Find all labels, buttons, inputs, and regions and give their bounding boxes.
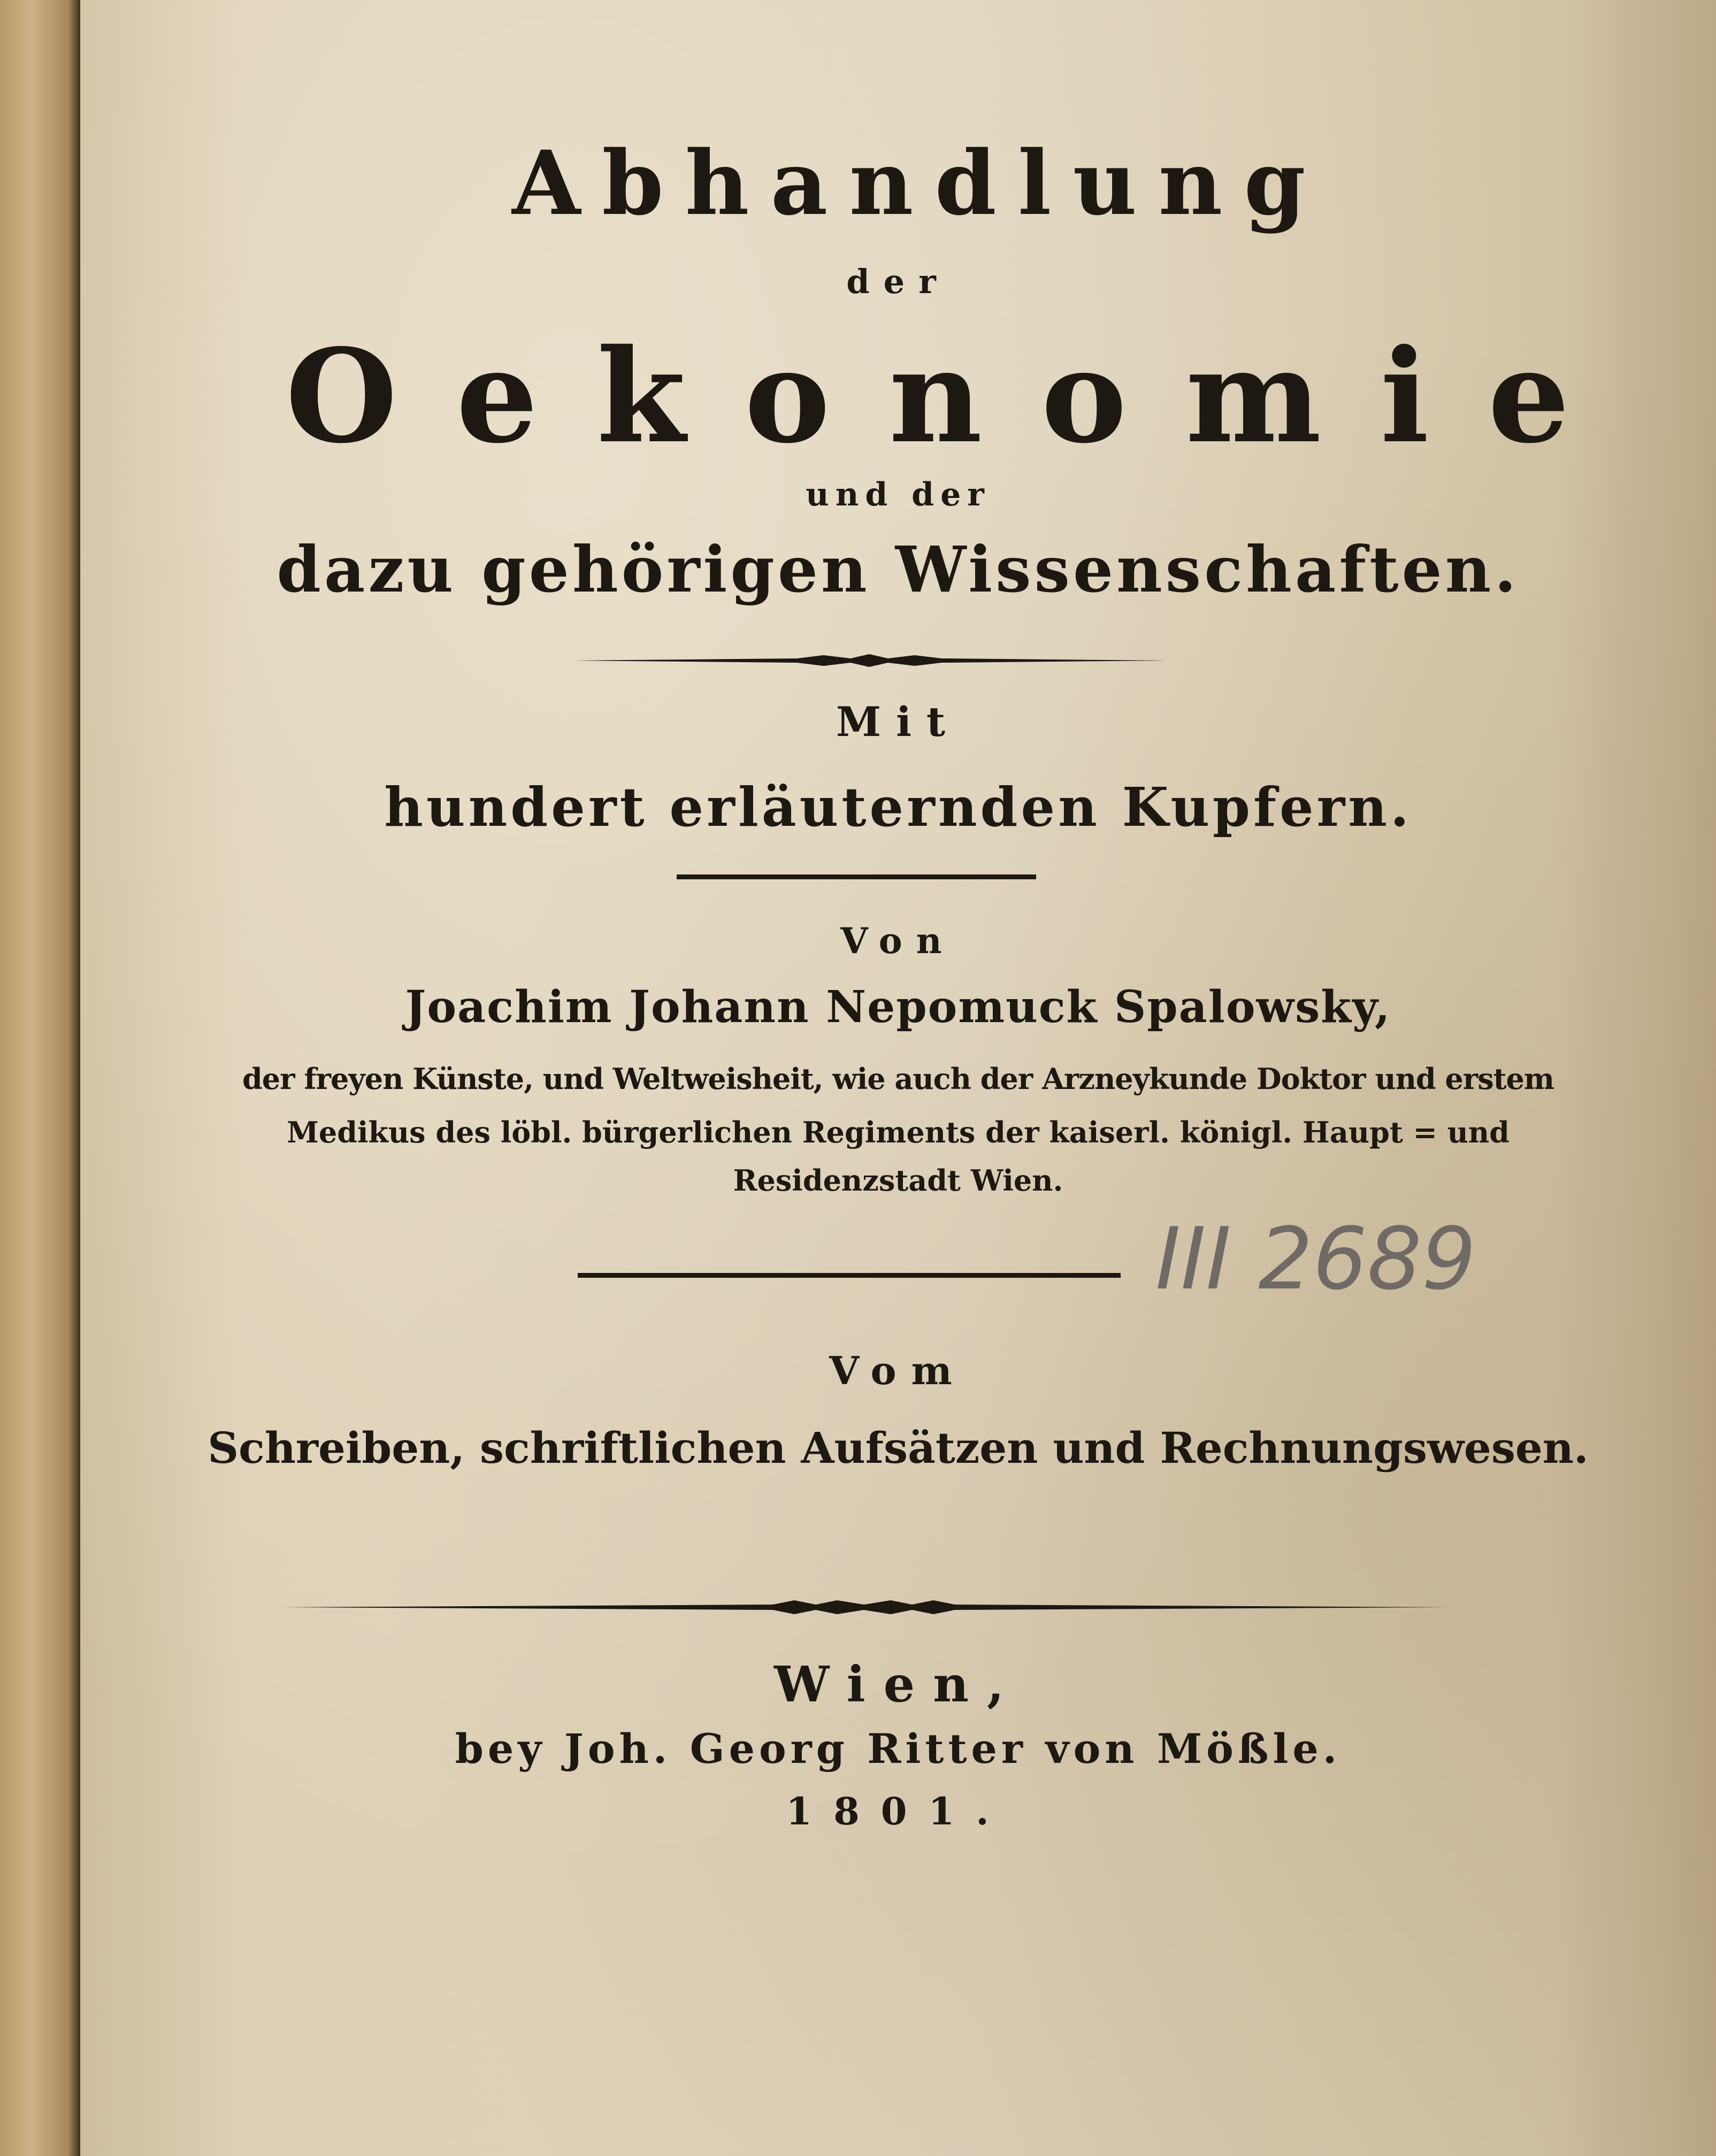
title-line-4: und der [806, 476, 991, 513]
title-line-2: der [846, 262, 950, 301]
imprint-place: Wien, [773, 1655, 1023, 1713]
handwritten-shelfmark: III 2689 [1155, 1209, 1476, 1309]
volume-line-1: Vom [829, 1348, 967, 1393]
title-line-5: dazu gehörigen Wissenschaften. [277, 532, 1520, 607]
subtitle-line-2: hundert erläuternden Kupfern. [384, 776, 1412, 839]
author-name: Joachim Johann Nepomuck Spalowsky, [405, 981, 1391, 1033]
rule-2 [677, 874, 1036, 879]
volume-line-2: Schreiben, schriftlichen Aufsätzen und Rechnungswesen. [208, 1423, 1589, 1473]
author-desc-2: Medikus des löbl. bürgerlichen Regiments der kaiserl. königl. Haupt = und [287, 1115, 1510, 1149]
ornamental-rule-4 [281, 1594, 1447, 1621]
author-desc-1: der freyen Künste, und Weltweisheit, wie auch der Arzneykunde Doktor und erstem [242, 1062, 1554, 1096]
title-page [80, 0, 1716, 2156]
ornamental-rule-1 [572, 650, 1166, 671]
subtitle-line-1: Mit [836, 698, 961, 746]
author-desc-3: Residenzstadt Wien. [733, 1163, 1063, 1198]
title-line-1: Abhandlung [512, 131, 1327, 235]
title-line-3: Oekonomie [285, 321, 1629, 472]
author-by: Von [840, 920, 956, 962]
rule-3 [578, 1273, 1121, 1278]
imprint-publisher: bey Joh. Georg Ritter von Mößle. [455, 1725, 1342, 1773]
adjacent-page-edge [0, 0, 80, 2156]
imprint-year: 1801. [786, 1789, 1010, 1833]
